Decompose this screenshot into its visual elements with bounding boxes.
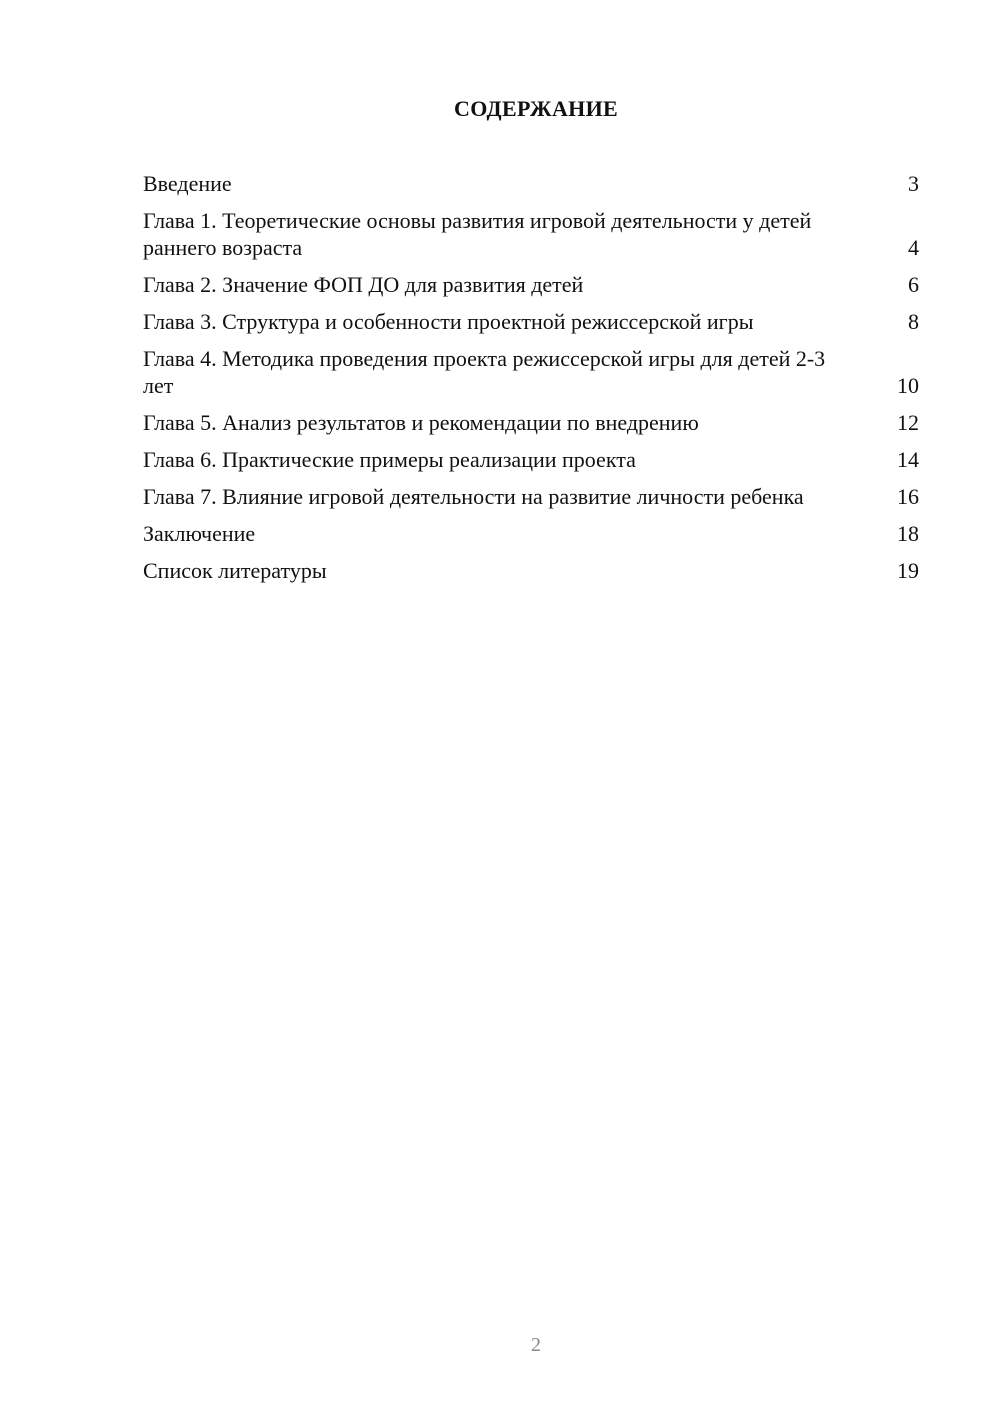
toc-entry-chapter-6[interactable]: [143, 446, 919, 473]
toc-entry-page: 4: [908, 235, 919, 260]
toc-entry-chapter-7[interactable]: [143, 483, 919, 510]
toc-entry-introduction[interactable]: [143, 170, 919, 197]
toc-entry-text: Глава 3. Структура и особенности проектной режиссерской игры: [143, 309, 754, 334]
toc-entry-page: 18: [897, 521, 919, 546]
toc-entry-page: 19: [897, 558, 919, 583]
toc-entry-page: 6: [908, 272, 919, 297]
toc-entry-text: Глава 1. Теоретические основы развития игровой деятельности у детей раннего возраста: [143, 208, 812, 260]
toc-entry-page: 8: [908, 309, 919, 334]
table-of-contents: [143, 170, 919, 594]
toc-entry-text: Список литературы: [143, 558, 327, 583]
toc-entry-text: Глава 6. Практические примеры реализации проекта: [143, 447, 636, 472]
toc-entry-chapter-2[interactable]: [143, 271, 919, 298]
toc-entry-page: 3: [908, 171, 919, 196]
toc-entry-text: Глава 5. Анализ результатов и рекомендации по внедрению: [143, 410, 699, 435]
toc-entry-chapter-5[interactable]: [143, 409, 919, 436]
toc-entry-page: 16: [897, 484, 919, 509]
toc-entry-page: 14: [897, 447, 919, 472]
toc-entry-chapter-4[interactable]: [143, 345, 919, 399]
toc-entry-references[interactable]: [143, 557, 919, 584]
toc-entry-chapter-1[interactable]: [143, 207, 919, 261]
toc-entry-text: Глава 2. Значение ФОП ДО для развития детей: [143, 272, 584, 297]
toc-entry-page: 10: [897, 373, 919, 398]
toc-entry-chapter-3[interactable]: [143, 308, 919, 335]
toc-entry-text: Введение: [143, 171, 232, 196]
toc-entry-page: 12: [897, 410, 919, 435]
toc-entry-text: Глава 4. Методика проведения проекта режиссерской игры для детей 2-3 лет: [143, 346, 826, 398]
toc-entry-text: Глава 7. Влияние игровой деятельности на развитие личности ребенка: [143, 484, 804, 509]
toc-entry-text: Заключение: [143, 521, 256, 546]
page-number: 2: [531, 1334, 541, 1356]
toc-entry-conclusion[interactable]: [143, 520, 919, 547]
page-title: СОДЕРЖАНИЕ: [454, 96, 618, 121]
